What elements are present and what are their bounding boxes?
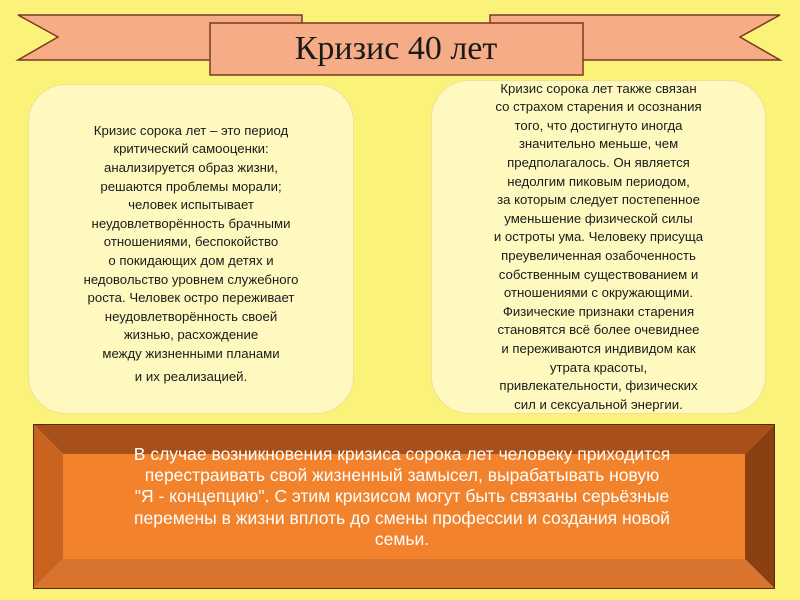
- left-line: жизнью, расхождение: [123, 327, 259, 343]
- left-panel-text: [84, 122, 299, 386]
- left-line: о покидающих дом детях и: [108, 253, 274, 268]
- left-line: и их реализацией.: [134, 368, 248, 384]
- right-line: Физические признаки старения: [502, 303, 695, 319]
- left-line: критический самооценки:: [113, 141, 269, 157]
- right-line: значительно меньше, чем: [518, 136, 679, 152]
- left-line: роста. Человек остро переживает: [87, 290, 295, 306]
- right-line: отношениями с окружающими.: [503, 285, 694, 301]
- left-panel: [28, 84, 354, 414]
- bottom-line: семьи.: [374, 528, 430, 549]
- right-line: преувеличенная озабоченность: [501, 248, 696, 263]
- right-line: привлекательности, физических: [499, 378, 698, 394]
- title-box: [210, 23, 582, 75]
- right-line: уменьшение физической силы: [504, 210, 693, 226]
- bottom-line: перемены в жизни вплоть до смены профессии и создания новой: [134, 507, 670, 528]
- left-line: решаются проблемы морали;: [100, 178, 282, 194]
- right-panel: [431, 80, 766, 414]
- bottom-line: перестраивать свой жизненный замысел, вырабатывать новую: [144, 465, 660, 486]
- right-line: недолгим пиковым периодом,: [507, 173, 690, 189]
- right-panel-text: [494, 80, 703, 415]
- left-line: отношениями, беспокойство: [103, 234, 279, 250]
- left-line: между жизненными планами: [102, 345, 280, 361]
- right-line: собственным существованием и: [498, 266, 699, 282]
- bevel-bottom: [33, 559, 775, 589]
- left-line: человек испытывает: [128, 197, 254, 213]
- right-line: становятся всё более очевиднее: [497, 322, 700, 338]
- right-line: сил и сексуальной энергии.: [514, 396, 683, 412]
- right-line: со страхом старения и осознания: [495, 99, 702, 115]
- right-line: и остроты ума. Человеку присуща: [493, 229, 704, 245]
- right-line: предполагалось. Он является: [507, 155, 690, 171]
- left-line: недовольство уровнем служебного: [83, 271, 299, 287]
- right-line: того, что достигнуто иногда: [514, 117, 683, 133]
- right-line: утрата красоты,: [549, 359, 648, 375]
- page-title: Кризис 40 лет: [294, 30, 498, 67]
- right-line: и переживаются индивидом как: [501, 340, 696, 356]
- left-line: неудовлетворённость брачными: [91, 215, 291, 231]
- left-line: анализируется образ жизни,: [104, 160, 278, 176]
- left-line: неудовлетворённость своей: [104, 308, 278, 324]
- bottom-text: [58, 444, 746, 550]
- left-line: Кризис сорока лет – это период: [93, 122, 289, 138]
- bottom-line: В случае возникновения кризиса сорока лет человеку приходится: [133, 444, 671, 464]
- right-line: за которым следует постепенное: [497, 192, 700, 208]
- right-line: Кризис сорока лет также связан: [500, 80, 697, 96]
- bottom-line: "Я - концепцию". С этим кризисом могут быть связаны серьёзные: [134, 486, 670, 507]
